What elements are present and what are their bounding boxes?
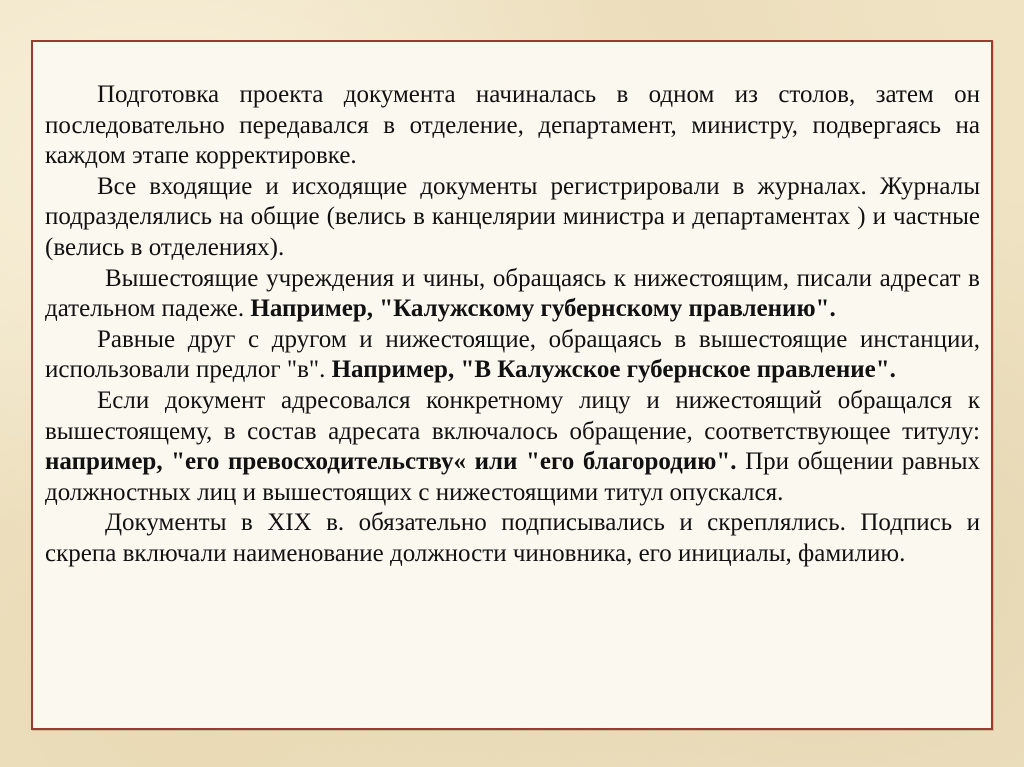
paragraph-signatures <box>45 508 980 569</box>
paragraph-text: Вышестоящие учреждения и чины, обращаясь к нижестоящим, писали адресат в дательном падеже. <box>45 264 980 323</box>
paragraph-higher-institutions <box>45 264 980 325</box>
paragraph-example-bold: Например, "Калужскому губернскому правлению". <box>250 295 836 323</box>
paragraph-text: Все входящие и исходящие документы регистрировали в журналах. Журналы подразделялись на общие (велись в канцелярии министра и департаментах ) и частные (велись в отделениях). <box>45 172 980 261</box>
paragraph-text-after: При общении равных должностных лиц и вышестоящих с нижестоящими титул опускался. <box>45 448 980 506</box>
paragraph-journals <box>45 172 980 264</box>
paragraph-text: Подготовка проекта документа начиналась в одном из столов, затем он последовательно передавался в отделение, департамент, министру, подвергаясь на каждом этапе корректировке. <box>45 81 980 170</box>
paragraph-example-bold: например, "его превосходительству« или "его благородию". <box>45 448 737 476</box>
slide-text-body <box>45 80 980 570</box>
slide-frame <box>31 40 993 730</box>
paragraph-text: Документы в XIX в. обязательно подписывались и скреплялись. Подпись и скрепа включали наименование должности чиновника, его инициалы, фамилию. <box>45 509 980 567</box>
paragraph-personal-address <box>45 386 980 508</box>
paragraph-equal-and-lower <box>45 325 980 386</box>
paragraph-text: Равные друг с другом и нижестоящие, обращаясь в вышестоящие инстанции, использовали предлог "в". <box>45 325 980 384</box>
paragraph-example-bold: Например, "В Калужское губернское правление". <box>331 356 896 384</box>
paragraph-document-drafting <box>45 80 980 172</box>
paragraph-text: Если документ адресовался конкретному лицу и нижестоящий обращался к вышестоящему, в состав адресата включалось обращение, соответствующее титулу: <box>45 386 980 445</box>
